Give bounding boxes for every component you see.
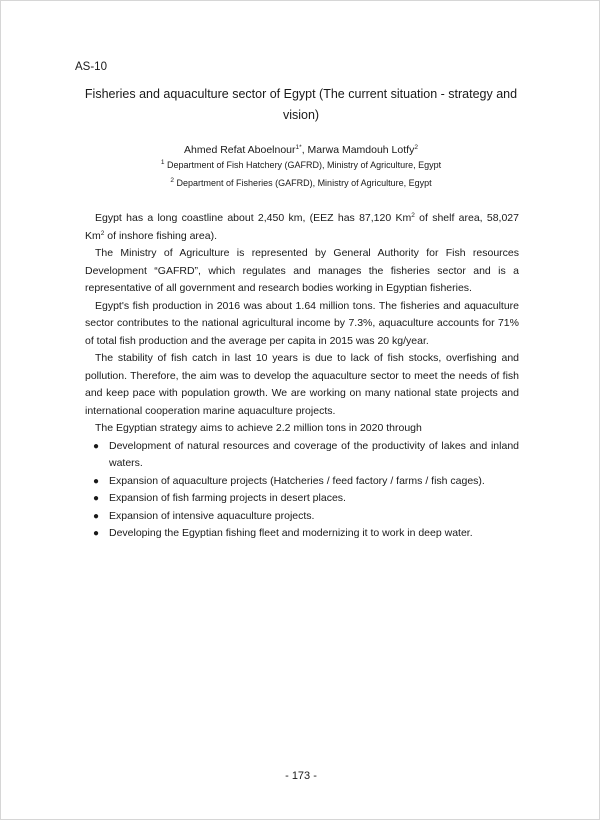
bullet-text: Development of natural resources and coverage of the productivity of lakes and inland waters. <box>109 439 519 469</box>
abstract-code: AS-10 <box>75 61 107 73</box>
bullet-dot-icon: ● <box>93 493 100 504</box>
bullet-dot-icon: ● <box>93 528 100 539</box>
bullet-item <box>85 525 519 543</box>
body-paragraph: The Ministry of Agriculture is represented by General Authority for Fish resources Development “GAFRD”, which regulates and manages the fisheries sector and is a representative of all government and research bodies working in Egyptian fisheries. <box>85 247 519 294</box>
author-separator: , <box>301 144 308 156</box>
bullet-item <box>85 438 519 473</box>
abstract-title: Fisheries and aquaculture sector of Egypt (The current situation - strategy and vision) <box>84 87 518 122</box>
affiliation-text: Department of Fisheries (GAFRD), Ministry of Agriculture, Egypt <box>176 178 432 188</box>
paragraph-text: of inshore fishing area). <box>104 229 218 242</box>
paragraph-text: of shelf area, 58,027 Km <box>85 212 519 242</box>
body-paragraph: The Egyptian strategy aims to achieve 2.2 million tons in 2020 through <box>95 422 422 434</box>
superscript: 2 <box>411 212 415 219</box>
abstract-body <box>85 210 519 543</box>
superscript: 2 <box>100 229 105 237</box>
bullet-item <box>85 473 519 491</box>
bullet-dot-icon: ● <box>93 510 100 522</box>
bullet-item <box>85 508 519 526</box>
affiliation <box>1 160 600 170</box>
page-number: - 173 - <box>285 770 317 782</box>
affiliation-marker: 1 <box>160 159 165 166</box>
body-paragraph: Egypt's fish production in 2016 was about 1.64 million tons. The fisheries and aquaculture sector contributes to the national agricultural income by 7.3%, aquaculture accounts for 71% of total fish production and the average per capita in 2015 was 20 kg/year. <box>85 299 519 347</box>
author-line <box>1 144 600 156</box>
author-name: Ahmed Refat Aboelnour <box>184 144 296 156</box>
body-paragraph <box>85 210 519 245</box>
author-affiliation-marker: 1* <box>295 144 302 151</box>
affiliation-marker: 2 <box>170 177 175 184</box>
strategy-bullet-list <box>85 438 519 543</box>
bullet-dot-icon: ● <box>93 440 100 452</box>
bullet-text: Expansion of intensive aquaculture projects. <box>109 509 315 522</box>
author-name: Marwa Mamdouh Lotfy <box>307 144 415 156</box>
paragraph-text: Egypt has a long coastline about 2,450 km, (EEZ has 87,120 Km <box>95 212 412 224</box>
affiliation-text: Department of Fish Hatchery (GAFRD), Ministry of Agriculture, Egypt <box>167 160 442 170</box>
bullet-text: Expansion of fish farming projects in desert places. <box>109 492 346 504</box>
body-paragraph: The stability of fish catch in last 10 years is due to lack of fish stocks, overfishing and pollution. Therefore, the aim was to develop the aquaculture sector to meet the needs of fish and keep pace with population growth. We are working on many national state projects and international cooperation marine aquaculture projects. <box>85 352 519 417</box>
bullet-text: Expansion of aquaculture projects (Hatcheries / feed factory / farms / fish cages). <box>109 474 485 487</box>
bullet-text: Developing the Egyptian fishing fleet and modernizing it to work in deep water. <box>109 527 473 539</box>
bullet-item <box>85 490 519 508</box>
affiliation <box>1 178 600 188</box>
bullet-dot-icon: ● <box>93 475 100 487</box>
author-affiliation-marker: 2 <box>414 144 418 151</box>
